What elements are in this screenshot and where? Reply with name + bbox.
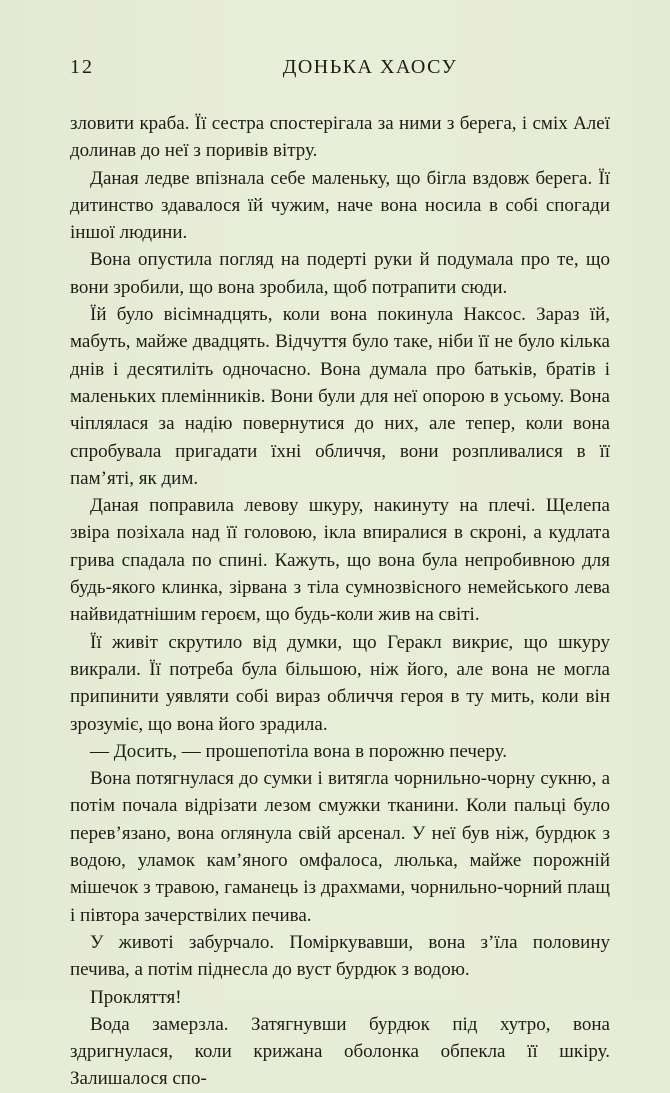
paragraph: Вона опустила погляд на подерті руки й подумала про те, що вони зробили, що вона зробила, щоб потрапити сюди. — [70, 249, 610, 298]
paragraph: Даная поправила левову шкуру, накинуту на плечі. Щелепа звіра позіхала над її головою, ікла впиралися в скроні, а кудлата грива спадала по спині. Кажуть, що вона була непробивною для будь-якого клинка, зірвана з тіла сумнозвісного немейського лева найвидатнішим героєм, що будь-коли жив на світі. — [70, 495, 610, 626]
paragraph: Вона потягнулася до сумки і витягла чорнильно-чорну сукню, а потім почала відрізати лезом смужки тканини. Коли пальці було перев’язано, вона оглянула свій арсенал. У неї був ніж, бурдюк з водою, уламок кам’яного омфалоса, люлька, майже порожній мішечок з травою, гаманець із драхмами, чорнильно-чорний плащ і півтора зачерствілих печива. — [70, 768, 610, 926]
page-header — [70, 56, 600, 86]
paragraph: Вода замерзла. Затягнувши бурдюк під хутро, вона здригнулася, коли крижана оболонка обпекла її шкіру. Залишалося спо- — [70, 1013, 610, 1090]
paragraph: зловити краба. Її сестра спостерігала за ними з берега, і сміх Алеї долинав до неї з поривів вітру. — [70, 113, 610, 162]
page-number: 12 — [70, 56, 94, 78]
dialogue-paragraph: — Досить, — прошепотіла вона в порожню печеру. — [90, 740, 507, 762]
running-title: ДОНЬКА ХАОСУ — [282, 56, 458, 78]
paragraph: У животі забурчало. Поміркувавши, вона з’їла половину печива, а потім піднесла до вуст бурдюк з водою. — [70, 931, 610, 981]
body-text — [70, 110, 610, 1093]
paragraph: Даная ледве впізнала себе маленьку, що бігла вздовж берега. Її дитинство здавалося їй чужим, наче вона носила в собі спогади іншої людини. — [70, 167, 610, 244]
paragraph: Її живіт скрутило від думки, що Геракл викриє, що шкуру викрали. Її потреба була більшою, ніж його, але вона не могла припинити уявляти собі вираз обличчя героя в ту мить, коли він зрозуміє, що вона його зрадила. — [70, 631, 610, 735]
paragraph: Прокляття! — [90, 986, 182, 1008]
paragraph: Їй було вісімнадцять, коли вона покинула Наксос. Зараз їй, мабуть, майже двадцять. Відчуття було таке, ніби її не було кілька днів і десятиліть одночасно. Вона думала про батьків, братів і маленьких племінників. Вони були для неї опорою в усьому. Вона чіплялася за надію повернутися до них, але тепер, коли вона спробувала пригадати їхні обличчя, вони розпливалися в її пам’яті, як дим. — [70, 304, 610, 489]
